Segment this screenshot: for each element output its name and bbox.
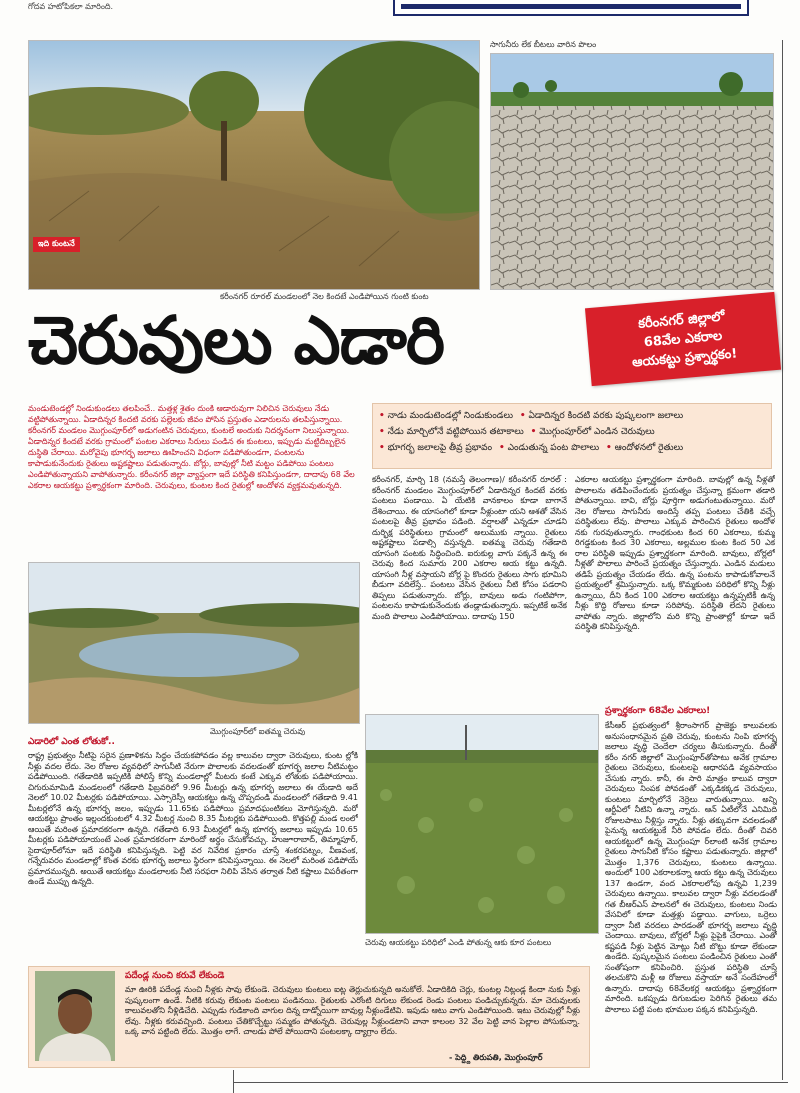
highlight-line-1: కరీంనగర్ జిల్లాలో [637,308,726,332]
headline: చెరువులు ఎడారి [28,301,444,379]
lede-paragraph: మండుటెండల్లో నిండుకుండలు తలపించే.. మత్తళ్ల శైతం దుంకి ఆడారువుగా నిలిచిన చెరువులు నేడు వట్టిపోతున్నాయి. ఏడాదిన్నర కిందటి వరకు పల్లెలకు జీవం పోసిన ప్రస్తుతం ఎడారులను తలపిస్తున్నాయి. కరీంనగర్ మండలం మొగ్గుంపూర్‌లో అడుగంటిన చెరువులు, కుంటలే అందుకు నిదర్శనంగా నిలుస్తున్నాయి. ఏడాదిన్నర కిందటే వరకు గ్రామంలో పంటల ఎకరాలు సిరులు పండిన ఈ కుంటలు, ఇప్పుడు మట్టిదిబ్బలైన దుస్థితి చేరాయి. మరోవైపు భూగర్భ జలాలు ఊహించని విధంగా పడిపోతుండగా, పంటలను కాపాడుకునేందుకు రైతులు అష్టకష్టాలు పడుతున్నారు. బోర్లు, బావుల్లో నీటి మట్టం పడిపోయి పంటలు ఎండిపోతున్నాయని వాపోతున్నారు. కరీంనగర్ జిల్లా వ్యాప్తంగా ఇదే పరిస్థితి కనిపిస్తుండగా, దాదాపు 68 వేల ఎకరాల ఆయకట్టు ప్రశ్నార్థకంగా మారింది. చెరువులు, కుంటల కింద రైతుల్లో ఆందోళన వ్యక్తమవుతున్నది. [28,404,355,490]
highlight-line-2: 68వేల ఎకరాల [643,328,723,350]
frame-line [782,40,783,1080]
bullet: ఏడాదిన్నర కిందటి వరకు పుష్కలంగా జలాలు [528,411,684,421]
farmer-quote-box [28,966,590,1068]
bullet: నేడు మార్చిలోనే వట్టిపోయిన తటాకాలు [387,427,524,437]
highlight-row-1: • నాడు మండుటెండల్లో నిండుకుండలు • ఏడాదిన్నర కిందటి వరకు పుష్కలంగా జలాలు [379,411,684,421]
photo-caption-pond: మొగ్గుంపూర్‌లో ఐతమ్మ చెరువు [210,727,306,736]
quote-body: మా ఊరికి పదేండ్ల నుంచి నీళ్లకు సావు లేకుండె. చెరువులు కుంటలు ఐట్ల తెర్లుచుకున్నది అనుకోలే. ఏడాదికిది చెర్లు, కుంటల్ల నిట్లండ్ల కిందా నుకు నీళ్లు పుష్కలంగా ఉండే. నీటికి కరువు లేకుంట పంటలు పండినయి. రైతులకు ఎరోంటి దిగులు లేకుండ రెండు పంటలు పండిచ్చుకున్నరు. మా చెరువులకు కాలువలతోని నీళ్లిడిచేది. ఎప్పుడు గుడికాంది వాగుల దిన్న దాడ్నోయిగా బావుల్ల నీళ్లుండేటివి. ఇపుడు ఆటు వాగు ఎండిపోయింది. ఇటు చెరువుల్లో నీళ్లు లేవు. నీళ్లకు కరువచ్చింది. పంటలు చేతికొచ్చేట్టు సమ్మకం పోతున్నది. చెరువుల్ల నీళ్లుండటాని వానా కాలంల 32 వేల పెట్టి వాన పెల్లాల పోసుకున్నా. ఒక్క వాన పట్టింది లేదు. మొత్తం లాగే. చాలడు పోలే పోయిదాని పంటలక్కా ద్యాగ్రాం లేదు. [125,985,580,1036]
photo-caption-top: కరీంనగర్ రూరల్ మండలంలో నెల కిందటే ఎండిపోయిన గుంటి కుంట [220,292,429,301]
quote-author: - పెద్ద్ది తిరుపతి, మొగ్గుంపూర్ [449,1053,543,1062]
top-strip-text: గోదవ హటోపికలా మారింది. [28,2,114,11]
article-column-2: ఎకరాల ఆయకట్టు ప్రశ్నార్థకంగా మారింది. బావుల్లో ఉన్న నీళ్లతో పొలాలను తడిపించేందుకు ప్రయత్నం చేస్తున్నా క్రమంగా తడారి పోతున్నాయి. బావి, బోర్లు పూర్తిగా అడుగంటుతున్నాయి. మరో నెల రోజులు సాగునీరు అందిస్తే తప్ప పంటలు చేతికి వచ్చే పరిస్థితులు లేవు. పొలాలు ఎక్కువ పారించిన రైతులు అందోళ నకు గురవుతున్నారు. గాంధకుంట కింద 60 ఎకరాలు, కుమ్మ రిగడ్డకుంట కింద 30 ఎకరాలు, అల్లముల కుంట కింద 50 ఎక రాల పరిస్థితి ఇప్పుడు ప్రశ్నార్థకంగా మారింది. బావులు, బోర్లలో నీళ్లతో పొలాలు పారించే ప్రయత్నం చేస్తున్నారు. ఎండిన మడులు తడిపే ప్రయత్నం చేయడం లేదు. ఉన్న పంటను కాపాడుకోవాలనే ప్రయత్నంలో శ్రమిస్తున్నారు. ఒక్క కొమ్మకుంట పరిధిలో కొన్ని నీళ్లు ఉన్నాయి, దీని కింద 100 ఎకరాల ఆయకట్టు ఉన్నప్పటికీ ఉన్న నీళ్లు కొద్ది రోజులు కూడా సరిపోవు. పరిస్థితి లేదని రైతులు వాపోతు న్నారు. జిల్లాలోని మరి కొన్ని ప్రాంతాల్లో కూడా ఇదే పరిస్థితి కనిపిస్తున్నది. [575,475,775,631]
photo-cracked-field [490,53,774,290]
bullet: నాడు మండుటెండల్లో నిండుకుండలు [387,411,513,421]
photo-greens-field [365,714,599,934]
greens-field-illustration [366,715,598,933]
farmer-photo [35,971,115,1061]
pond-illustration [29,563,359,723]
bullet: ఆందోళనలో రైతులు [614,443,684,453]
subheading-right: ప్రశ్నార్థకంగా 68వేల ఎకరాలు! [605,706,711,716]
farmer-portrait [35,971,115,1061]
bullet: ఎండుతున్న పంట పొలాలు [507,443,600,453]
dry-tank-illustration [29,41,479,289]
highlight-line-3: ఆయకట్టు ప్రశ్నార్థకం! [631,345,738,370]
top-banner [393,0,749,16]
frame-line [233,1082,788,1083]
cracked-field-illustration [491,54,773,289]
photo-dry-tank [28,40,480,290]
highlight-row-3: • భూగర్భ జలాలపై తీవ్ర ప్రభావం • ఎండుతున్న పంట పొలాలు • ఆందోళనలో రైతులు [379,443,684,453]
subheading-left: ఎడారిలో ఎంత లోతుకో.. [28,737,115,747]
quote-title: పదేండ్ల నుంచి కరువే లేకుండె [125,971,225,981]
article-column-1: కరీంనగర్, మార్చి 18 (నమస్తే తెలంగాణ)/ కరీంనగర్ రూరల్ : కరీంనగర్ మండలం మొగ్గుంపూర్‌లో ఏడాదిన్నర కిందటే వరకు పంటలు పండాయి. ఏ యేటికి వానకాలం కూడా బాగానే దేశించాయి. ఈ యాసంగిలో కూడా నీళ్లుంటా యని ఆశతో వేసిన పంటలపై తీవ్ర ప్రభావం పడింది. వర్షాలతో ఎన్నడూ చూడని దుర్భిక్ష పరిస్థితులు గ్రామంలో అలుముకు న్నాయి. రైతులు అష్టకష్టాలు పడాల్సి వస్తున్నది. ఐతమ్మ చెరువు గతేడాది యాసంగి పంటకు సిద్ధించింది. ఐరుకుల్ల వాగు పక్కనే ఉన్న ఈ చెరువు కింద సుమారు 200 ఎకరాల ఆయ కట్టు ఉన్నది. యాసంగి నీళ్ల వస్తాయని బోర్ల పై కొందరు రైతులు సాగు భూమిని బీడుగా వదిలేస్తే.. పంటలు వేసిన రైతులు నీటి కోసం పడరాని తిప్పలు పడుతున్నారు. బోర్లు, బావులు అడు గంటిపోగా, పంటలను కాపాడుకునేందుకు తండ్లాడుతున్నారు. ఇప్పటికే అనేక మంది పొలాలు ఎండిపోయాయి. దాదాపు 150 [372,475,567,621]
photo-pond [28,562,360,724]
photo-caption-cracked-field: సాగునీరు లేక బీటలు వారిన పొలం [490,40,597,49]
bullet: భూగర్భ జలాలపై తీవ్ర ప్రభావం [387,443,493,453]
photo-caption-greens: చెరువు ఆయకట్టు పరిధిలో ఎండి పోతున్న ఆకు కూర పంటలు [365,938,552,947]
highlight-box [585,292,781,386]
highlights-box [372,403,772,469]
highlight-row-2: • నేడు మార్చిలోనే వట్టిపోయిన తటాకాలు • మొగ్గుంపూర్‌లో ఎండిన చెరువులు [379,427,655,437]
article-column-4: కేసీఆర్ ప్రభుత్వంలో శ్రీరాంసాగర్ ప్రాజెక్టు కాలువలకు అనుసంధానమైన ప్రతి చెరువు, కుంటను నింపి భూగర్భ జలాలు వృద్ధి చెందేలా చర్యలు తీసుకున్నారు. దీంతో కరీం నగర్ జిల్లాలో మొగ్గుంపూర్‌తోపాటు అనేక గ్రామాల రైతులు చెరువులు, కుంటలపై ఆధారపడి వ్యవసాయం చేసుకు న్నారు. కానీ, ఈ సారి మాత్రం కాలువ ద్వారా చెరువులు నింపక పోవడంతో ఎక్కడికక్కడ చెరువులు, కుంటలు మార్చిలోనే నెర్రెలు వారుతున్నాయి. అన్ని ఆర్టీఏలో నీటిని ఉన్నా న్నారు. ఆన్ ఏటీలోనే ఎనిమిది రోజులపాటు నీళ్లిస్తు న్నారు. నీళ్లు తక్కువగా వదలడంతో పైనున్న ఆయకట్టుకే నీరి పోవడం లేదు. దీంతో చివరి ఆయకట్టులో ఉన్న మొగ్గుంపూ ర్‌లాంటి అనేక గ్రామాల రైతులు సాగునీటి కోసం కష్టాలు పడుతున్నారు. జిల్లాలో మొత్తం 1,376 చెరువులు, కుంటలు ఉన్నాయి. అందులో 100 ఎకరాలకన్నా ఆయ కట్టు ఉన్న చెరువులు 137 ఉండగా, వంద ఎకరాలలోపు ఉన్నవి 1,239 చెరువులు ఉన్నాయి. కాలువల ద్వారా నీళ్లు వదలడంతో గత బీఆర్ఎస్ పాలనలో ఈ చెరువులు, కుంటలు నిండు వేసవిలో కూడా మత్తళ్లు పడ్డాయి. వాగులు, ఒర్రెలు ద్వారా నీటి వరదలు పారడంతో భూగర్భ జలాలు వృద్ధి చెందాయి. బావులు, బోర్లలో నీళ్లు పైపైకి చేరాయి. ఎంతో కష్టపడి నీళ్లు పెట్టిన మోట్లు నీటి బొట్టు కూడా లేకుండా ఉండేది. పుష్కలమైన పంటలు పండించిన రైతులు ఎంతో సంతోషంగా కనిపించిరి. ప్రస్తుత పరిస్థితి చూస్తే తలచుకొని మళ్లీ ఆ రోజులు వస్తాయా అనే సందేహంలో ఉన్నారు. దాదాపు 68వేలకర్ల ఆయకట్టు ప్రశ్నార్థకంగా మారింది. ఒకప్పుడు దిగుబడుల పెరిగిన రైతులు తమ పొలాలు పట్టి పంట భూముల పక్కన కనిపిస్తున్నది. [605,721,777,1014]
photo-tag: ఇది కుంటనే [33,237,80,252]
article-column-3: రాష్ట్ర ప్రభుత్వం నీటిపై సరైన ప్రణాళికను సిద్ధం చేయకపోవడం వల్ల కాలువల ద్వారా చెరువులు, కుంట ల్లోకి నీళ్లు వదల లేదు. నెల రోజుల వ్యవధిలో సాగునీటి నేరుగా పొలాలకు వదలడంతో భూగర్భ జలాల నీటిమట్టం పడిపోయింది. గతేడాదికి ఇప్పటికి పోలిస్తే కొన్ని మండలాల్లో మీటరు కంటే ఎక్కువ లోతుకు పడిపోయాయి. చిగురుమామిడి మండలంలో గతేడాది ఫిబ్రవరిలో 9.96 మీటర్లు ఉన్న భూగర్భ జలాలు ఈ యేడాది అదే నెలలో 10.02 మీటర్లకు పడిపోయాయి. ఎస్సారెస్పీ ఆయకట్టు ఉన్న చొప్పదండి మండలంలో గతేడాది 9.41 మీటర్లలోనే ఉన్న భూగర్భ జలం, ఇప్పుడు 11.65కు పడిపోయి ప్రమాదఘంటికలు మోగిస్తున్నది. మరో ఆయకట్టు ప్రాంతం ఇల్లందకుంటలో 4.32 మీటర్ల నుంచి 8.35 మీటర్లకు పడిపోయింది. కొత్తపల్లి మండ లంలో ఆయితే మరింత ప్రమాదకరంగా ఉన్నది. గతేడాది 6.93 మీటర్లలో ఉన్న భూగర్భ జలాలు ఇప్పుడు 10.65 మీటర్లకు పడిపోయాయంటే ఎంత ప్రమాదకరంగా మారిందో అర్థం చేసుకోవచ్చు. హుజూరాబాద్, తిమ్మాపూర్, సైదాపూర్‌లోనూ ఇదే పరిస్థితి కనిపిస్తున్నది. పెట్టి వర నివేదిక ప్రకారం చూస్తే శంకరపట్నం, వీణవంక, గన్నేరువరం మండలాల్లో కొంత వరకు భూగర్భ జలాలు స్థిరంగా కనిపిస్తున్నాయి. ఈ నెలలో మరింత పడిపోయే ప్రమాదమున్నది. అయితే ఆయకట్టు మండలాలకు నీటి సరఫరా నిలిపి వేసిన తర్వాత నీటి కష్టాలు విపరీతంగా ఉండే ముప్పు ఉన్నది. [28,751,358,886]
bullet: మొగ్గుంపూర్‌లో ఎండిన చెరువులు [539,427,655,437]
